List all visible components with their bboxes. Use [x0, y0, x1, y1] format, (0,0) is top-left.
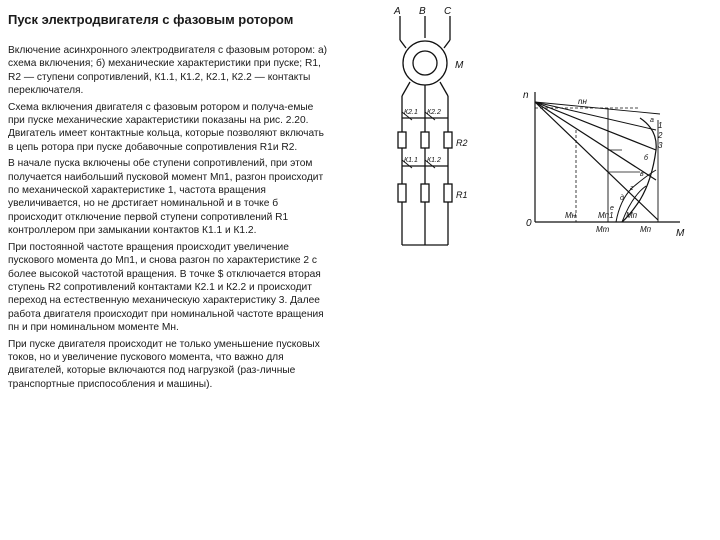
curve-1-label: 1: [658, 121, 663, 130]
text-column: [8, 44, 328, 394]
figure-2-20: [340, 0, 720, 280]
rotor-lead-3: [440, 82, 448, 96]
paragraph-second-stage: При постоянной частоте вращения происходит увеличение пускового момента до Мп1, и снова разгон по характеристике 2 с более высокой частотой вращения. В точке $ отключается вторая ступень R2 сопротивлений контактами К2.1 и К2.2 и происходит переход на естественную механическую характеристику 3. Далее работа двигателя происходит при номинальной частоте вращения пн и при номинальном моменте Мн.: [8, 241, 324, 334]
mp-bottom-label: Мп: [640, 225, 652, 234]
paragraph-caption: Включение асинхронного электродвигателя с фазовым ротором: а) схема включения; б) механические характеристики при пуске; R1, R2 — ступени сопротивлений, К1.1, К1.2, К2.1, К2.2 — контакты переключателя.: [8, 45, 328, 97]
mm-label: Мm: [596, 225, 610, 234]
paragraph-conclusion: При пуске двигателя происходит не только уменьшение пусковых токов, но и увеличение пускового момента, что важно для двигателей, которые включаются под нагрузкой (раз-личные транспортные приспособления и машины).: [8, 338, 320, 390]
origin-label: 0: [526, 218, 532, 229]
paragraph-start: В начале пуска включены обе ступени сопротивлений, при этом получается наибольший пусковой момент Мп1, разгон происходит по механической характеристике 1, частота вращения увеличивается, но не дрстигает номинальной и в точке б происходит отключение первой ступени сопротивлений R1 контроллером при замыкании контактов К1.1 и К1.2.: [8, 158, 324, 237]
resistor-r2-label: R2: [456, 138, 468, 148]
m-axis-label: М: [676, 228, 685, 239]
characteristic-1: [535, 102, 658, 220]
point-g-label: г: [630, 185, 634, 192]
contact-k22-label: К2.2: [427, 109, 441, 116]
point-b-label: б: [644, 155, 648, 162]
phase-c-label: C: [444, 6, 452, 17]
motor-label: М: [455, 60, 464, 71]
contact-k11-label: К1.1: [404, 157, 418, 164]
nn-label: nн: [578, 97, 587, 106]
natural-curve: [622, 118, 656, 222]
contact-k21-label: К2.1: [404, 109, 418, 116]
motor-stator: [403, 41, 447, 85]
resistor-r2-2: [421, 132, 429, 148]
mp1-label: Мп1: [598, 211, 614, 220]
resistor-r1-label: R1: [456, 190, 468, 200]
phase-a-label: A: [394, 6, 401, 17]
phase-b-label: B: [419, 6, 426, 17]
page-title: Пуск электродвигателя с фазовым ротором: [8, 12, 294, 27]
mp-label: Мп: [626, 211, 638, 220]
point-a-label: a: [650, 117, 654, 124]
resistor-r1-3: [444, 184, 452, 202]
point-e-label: е: [610, 205, 614, 212]
resistor-r2-1: [398, 132, 406, 148]
curve-2-label: 2: [658, 131, 663, 140]
characteristic-2: [535, 102, 656, 180]
n-axis-label: n: [523, 90, 529, 101]
figure-svg: [340, 0, 720, 280]
graph-labels: [523, 90, 685, 239]
rotor-lead-1: [402, 82, 410, 96]
step-lines: [608, 150, 640, 172]
point-d-label: д: [620, 195, 624, 202]
mn-label: Мн: [565, 211, 577, 220]
wiring-schematic: [398, 16, 452, 245]
resistor-r1-2: [421, 184, 429, 202]
wiring-labels: [393, 6, 468, 200]
characteristics-graph: [535, 92, 680, 222]
contact-k12-label: К1.2: [427, 157, 441, 164]
resistor-r1-1: [398, 184, 406, 202]
resistor-r2-3: [444, 132, 452, 148]
curve-3-label: 3: [658, 141, 663, 150]
point-v-label: в: [640, 171, 644, 178]
paragraph-intro: Схема включения двигателя с фазовым ротором и получа-емые при пуске механические характеристики показаны на рис. 2.20. Двигатель имеет контактные кольца, которые позволяют включать в цепь ротора при пуске добавочные сопротивления R1и R2.: [8, 101, 324, 153]
motor-rotor: [413, 51, 437, 75]
